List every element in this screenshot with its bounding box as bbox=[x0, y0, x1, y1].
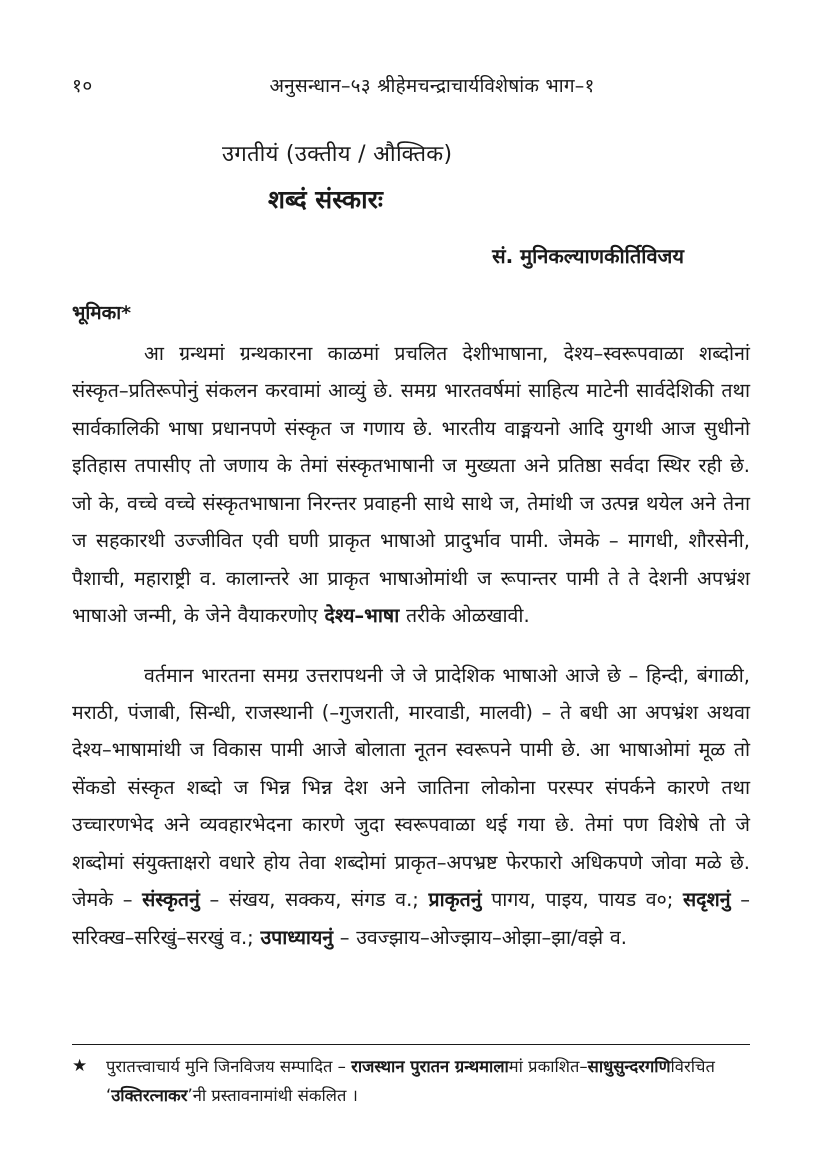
footnote-emphasis-3: उक्तिरत्नाकर bbox=[111, 1086, 188, 1106]
paragraph-2-emphasis-1: संस्कृतनुं bbox=[142, 888, 200, 912]
running-head: अनुसन्धान–५३ श्रीहेमचन्द्राचार्यविशेषांक भाग–१ bbox=[269, 75, 595, 97]
footnote-text-c: विरचित ‘ bbox=[106, 1057, 715, 1106]
section-heading: भूमिका* bbox=[72, 302, 132, 324]
page-title: उगतीयं (उक्तीय / औक्तिक) bbox=[222, 142, 453, 167]
paragraph-1-text-b: तरीके ओळखावी. bbox=[399, 604, 530, 628]
author-byline: सं. मुनिकल्याणकीर्तिविजय bbox=[492, 244, 684, 268]
paragraph-1 bbox=[72, 335, 750, 635]
paragraph-2 bbox=[72, 657, 750, 957]
footnote-text-a: पुरातत्त्वाचार्य मुनि जिनविजय सम्पादित – bbox=[106, 1057, 352, 1077]
page-subtitle: शब्दं संस्कारः bbox=[268, 185, 383, 214]
footnote-area bbox=[72, 1044, 750, 1111]
footnote-text-d: ’नी प्रस्तावनामांथी संकलित । bbox=[187, 1086, 358, 1106]
paragraph-1-emphasis: देश्य–भाषा bbox=[324, 604, 400, 628]
paragraph-2-text-b: – संखय, सक्कय, संगड व.; bbox=[199, 888, 429, 912]
paragraph-2-text-a: वर्तमान भारतना समग्र उत्तरापथनी जे जे प्रादेशिक भाषाओ आजे छे – हिन्दी, बंगाळी, मराठी, पंजाबी, सिन्धी, राजस्थानी (–गुजराती, मारवाडी, मालवी) – ते बधी आ अपभ्रंश अथवा देश्य–भाषामांथी ज विकास पामी आजे बोलाता नूतन स्वरूपने पामी छे. आ भाषाओमां मूळ तो सेंकडो संस्कृत शब्दो ज भिन्न भिन्न देश अने जातिना लोकोना परस्पर संपर्कने कारणे तथा उच्चारणभेद अने व्यवहारभेदना कारणे जुदा स्वरूपवाळा थई गया छे. तेमां पण विशेषे तो जे शब्दोमां संयुक्ताक्षरो वधारे होय तेवा शब्दोमां प्राकृत–अपभ्रष्ट फेरफारो अधिकपणे जोवा मळे छे. जेमके – bbox=[72, 663, 750, 912]
star-icon: ★ bbox=[72, 1056, 88, 1077]
paragraph-2-emphasis-2: प्राकृतनुं bbox=[428, 888, 482, 912]
paragraph-2-text-d: – सरिक्ख–सरिखुं–सरखुं व.; bbox=[72, 888, 750, 949]
footnote-emphasis-1: राजस्थान पुरातन ग्रन्थमाला bbox=[351, 1057, 509, 1077]
paragraph-2-text-c: पागय, पाइय, पायड व०; bbox=[481, 888, 683, 912]
footnote-text-b: मां प्रकाशित– bbox=[508, 1057, 588, 1077]
page-number: १० bbox=[72, 75, 93, 97]
title-block bbox=[72, 138, 750, 216]
page-header bbox=[72, 72, 750, 98]
paragraph-1-text-a: आ ग्रन्थमां ग्रन्थकारना काळमां प्रचलित देशीभाषाना, देश्य–स्वरूपवाळा शब्दोनां संस्कृत–प्रतिरूपोनुं संकलन करवामां आव्युं छे. समग्र भारतवर्षमां साहित्य माटेनी सार्वदेशिकी तथा सार्वकालिकी भाषा प्रधानपणे संस्कृत ज गणाय छे. भारतीय वाङ्मयनो आदि युगथी आज सुधीनो इतिहास तपासीए तो जणाय के तेमां संस्कृतभाषानी ज मुख्यता अने प्रतिष्ठा सर्वदा स्थिर रही छे. जो के, वच्चे वच्चे संस्कृतभाषाना निरन्तर प्रवाहनी साथे साथे ज, तेमांथी ज उत्पन्न थयेल अने तेना ज सहकारथी उज्जीवित एवी घणी प्राकृत भाषाओ प्रादुर्भाव पामी. जेमके – मागधी, शौरसेनी, पैशाची, महाराष्ट्री व. कालान्तरे आ प्राकृत भाषाओमांथी ज रूपान्तर पामी ते ते देशनी अपभ्रंश भाषाओ जन्मी, के जेने वैयाकरणोए bbox=[72, 342, 750, 628]
footnote bbox=[72, 1053, 750, 1111]
footnote-text bbox=[106, 1053, 750, 1111]
paragraph-2-emphasis-3: सदृशनुं bbox=[682, 888, 731, 912]
footnote-divider bbox=[72, 1044, 750, 1045]
paragraph-2-emphasis-4: उपाध्यायनुं bbox=[260, 925, 334, 949]
paragraph-2-text-e: – उवज्झाय–ओज्झाय–ओझा–झा/वझे व. bbox=[333, 925, 627, 949]
footnote-emphasis-2: साधुसुन्दरगणि bbox=[587, 1057, 671, 1077]
